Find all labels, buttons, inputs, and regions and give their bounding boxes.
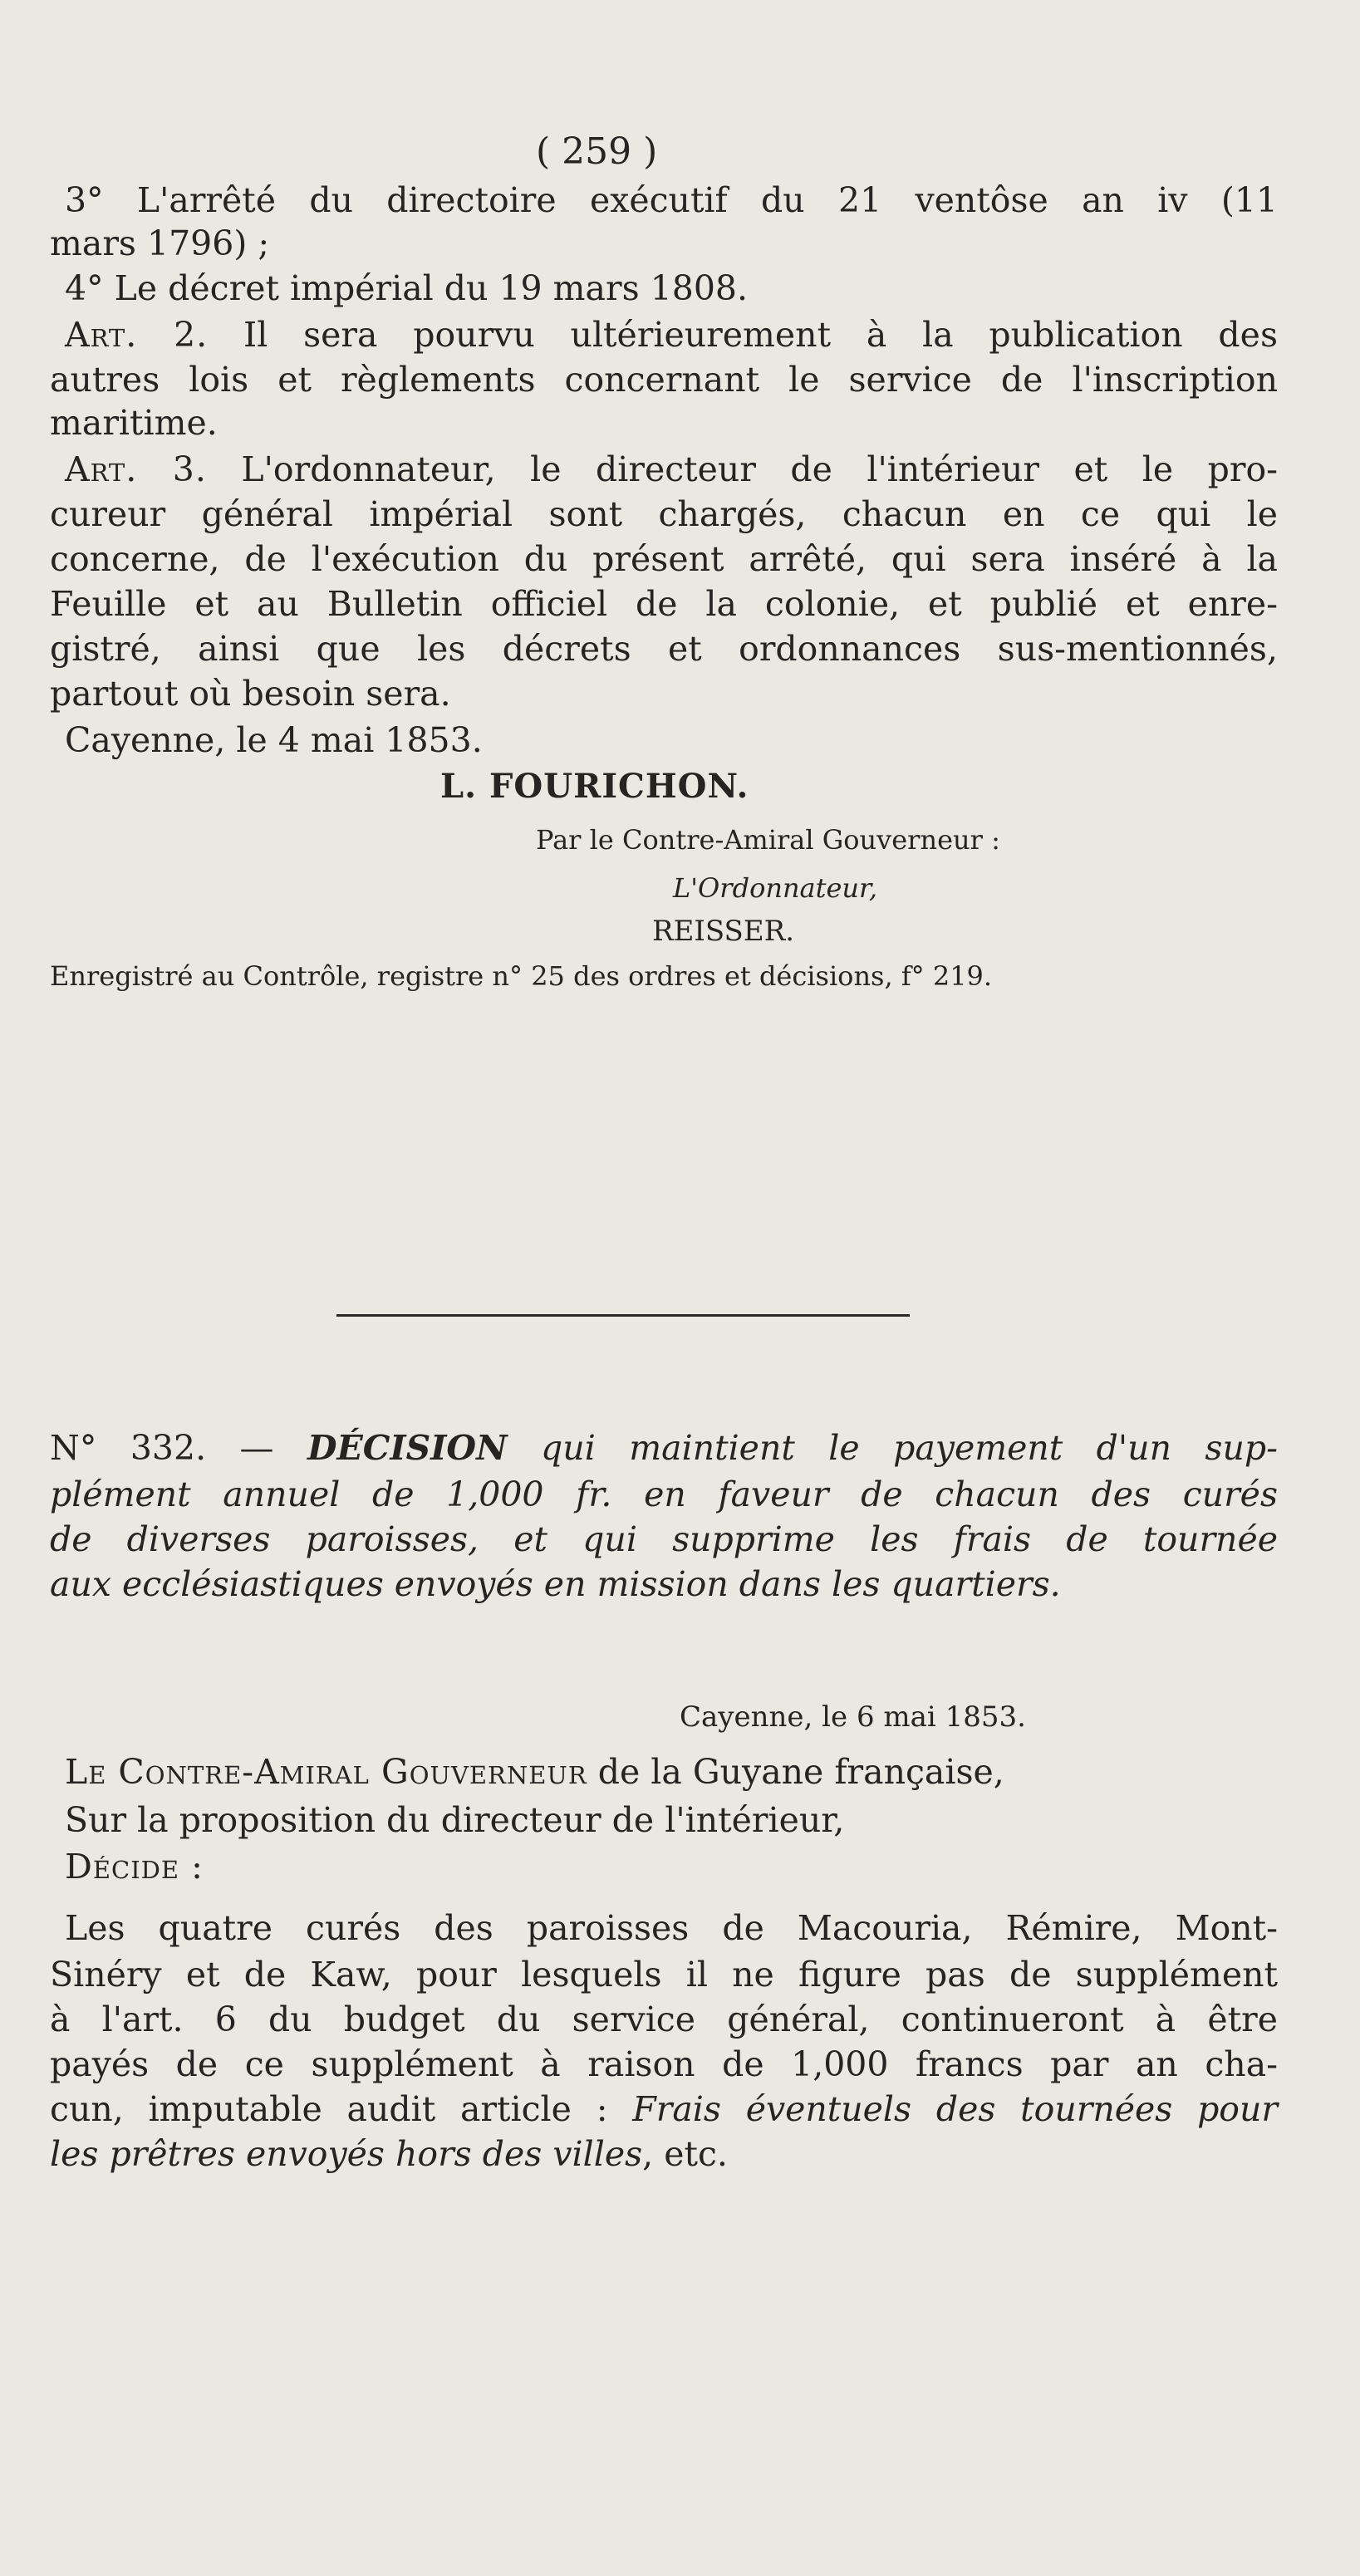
section-divider	[336, 1314, 910, 1317]
body-line-4: payés de ce supplément à raison de 1,000 francs par an cha-	[50, 2044, 1278, 2084]
art-3-line-5: gistré, ainsi que les décrets et ordonnances sus-mentionnés,	[50, 629, 1278, 669]
art-3-line-3: concerne, de l'exécution du présent arrêté, qui sera inséré à la	[50, 539, 1278, 579]
decision-title-line-4: aux ecclésiastiques envoyés en mission dans les quartiers.	[50, 1564, 1061, 1604]
par-line: Par le Contre-Amiral Gouverneur :	[536, 824, 1000, 856]
art-2-line-2: autres lois et règlements concernant le service de l'inscription	[50, 360, 1278, 400]
decision-date: Cayenne, le 6 mai 1853.	[680, 1700, 1026, 1734]
ordonnateur-title: L'Ordonnateur,	[673, 872, 877, 904]
governor-title: Le Contre-Amiral Gouverneur	[65, 1752, 587, 1792]
body-line-3: à l'art. 6 du budget du service général, continueront à être	[50, 1999, 1278, 2039]
enregistre-line: Enregistré au Contrôle, registre n° 25 des ordres et décisions, f° 219.	[50, 960, 993, 992]
body-line-6	[50, 2133, 728, 2175]
place-date: Cayenne, le 4 mai 1853.	[65, 720, 483, 760]
decision-title-rest: qui maintient le payement d'un sup-	[507, 1428, 1278, 1468]
decision-title-line-1	[50, 1427, 1278, 1469]
decision-word: DÉCISION	[307, 1428, 508, 1468]
decision-title-line-3: de diverses paroisses, et qui supprime les frais de tournée	[50, 1519, 1278, 1559]
governor-line	[65, 1751, 1004, 1793]
body-line-2: Sinéry et de Kaw, pour lesquels il ne figure pas de supplément	[50, 1955, 1278, 1995]
body-line-5-plain: cun, imputable audit article :	[50, 2089, 633, 2129]
body-line-6-plain: , etc.	[642, 2134, 728, 2174]
art-3-line-1	[65, 449, 1278, 490]
decision-number: N° 332.	[50, 1428, 207, 1468]
governor-rest: de la Guyane française,	[587, 1752, 1004, 1792]
art-2-line-3: maritime.	[50, 403, 218, 443]
decide-label: Décide :	[65, 1847, 204, 1887]
art-3-line-4: Feuille et au Bulletin officiel de la colonie, et publié et enre-	[50, 584, 1278, 624]
body-line-5-italic: Frais éventuels des tournées pour	[632, 2089, 1278, 2129]
art-3-label: Art. 3.	[65, 449, 207, 489]
decision-title-line-2: plément annuel de 1,000 fr. en faveur de chacun des curés	[50, 1474, 1278, 1514]
art-3-line-2: cureur général impérial sont chargés, chacun en ce qui le	[50, 494, 1278, 534]
art-2-text: Il sera pourvu ultérieurement à la publication des	[208, 315, 1278, 355]
art-3-line-6: partout où besoin sera.	[50, 674, 451, 714]
item-3-line-2: mars 1796) ;	[50, 223, 270, 263]
proposition-line: Sur la proposition du directeur de l'intérieur,	[65, 1800, 845, 1840]
art-2-line-1	[65, 314, 1278, 356]
body-line-1: Les quatre curés des paroisses de Macouria, Rémire, Mont-	[65, 1908, 1278, 1948]
signature-fourichon: L. FOURICHON.	[440, 767, 749, 806]
art-2-label: Art. 2.	[65, 315, 209, 355]
art-3-text: L'ordonnateur, le directeur de l'intérieur et le pro-	[206, 449, 1278, 489]
ordonnateur-name: REISSER.	[652, 915, 795, 948]
item-4: 4° Le décret impérial du 19 mars 1808.	[65, 268, 749, 308]
decision-dash: —	[206, 1428, 307, 1468]
body-line-5	[50, 2088, 1278, 2130]
item-3-line-1: 3° L'arrêté du directoire exécutif du 21 ventôse an iv (11	[65, 180, 1278, 220]
body-line-6-italic: les prêtres envoyés hors des villes	[50, 2134, 643, 2174]
page-number: ( 259 )	[536, 130, 658, 173]
